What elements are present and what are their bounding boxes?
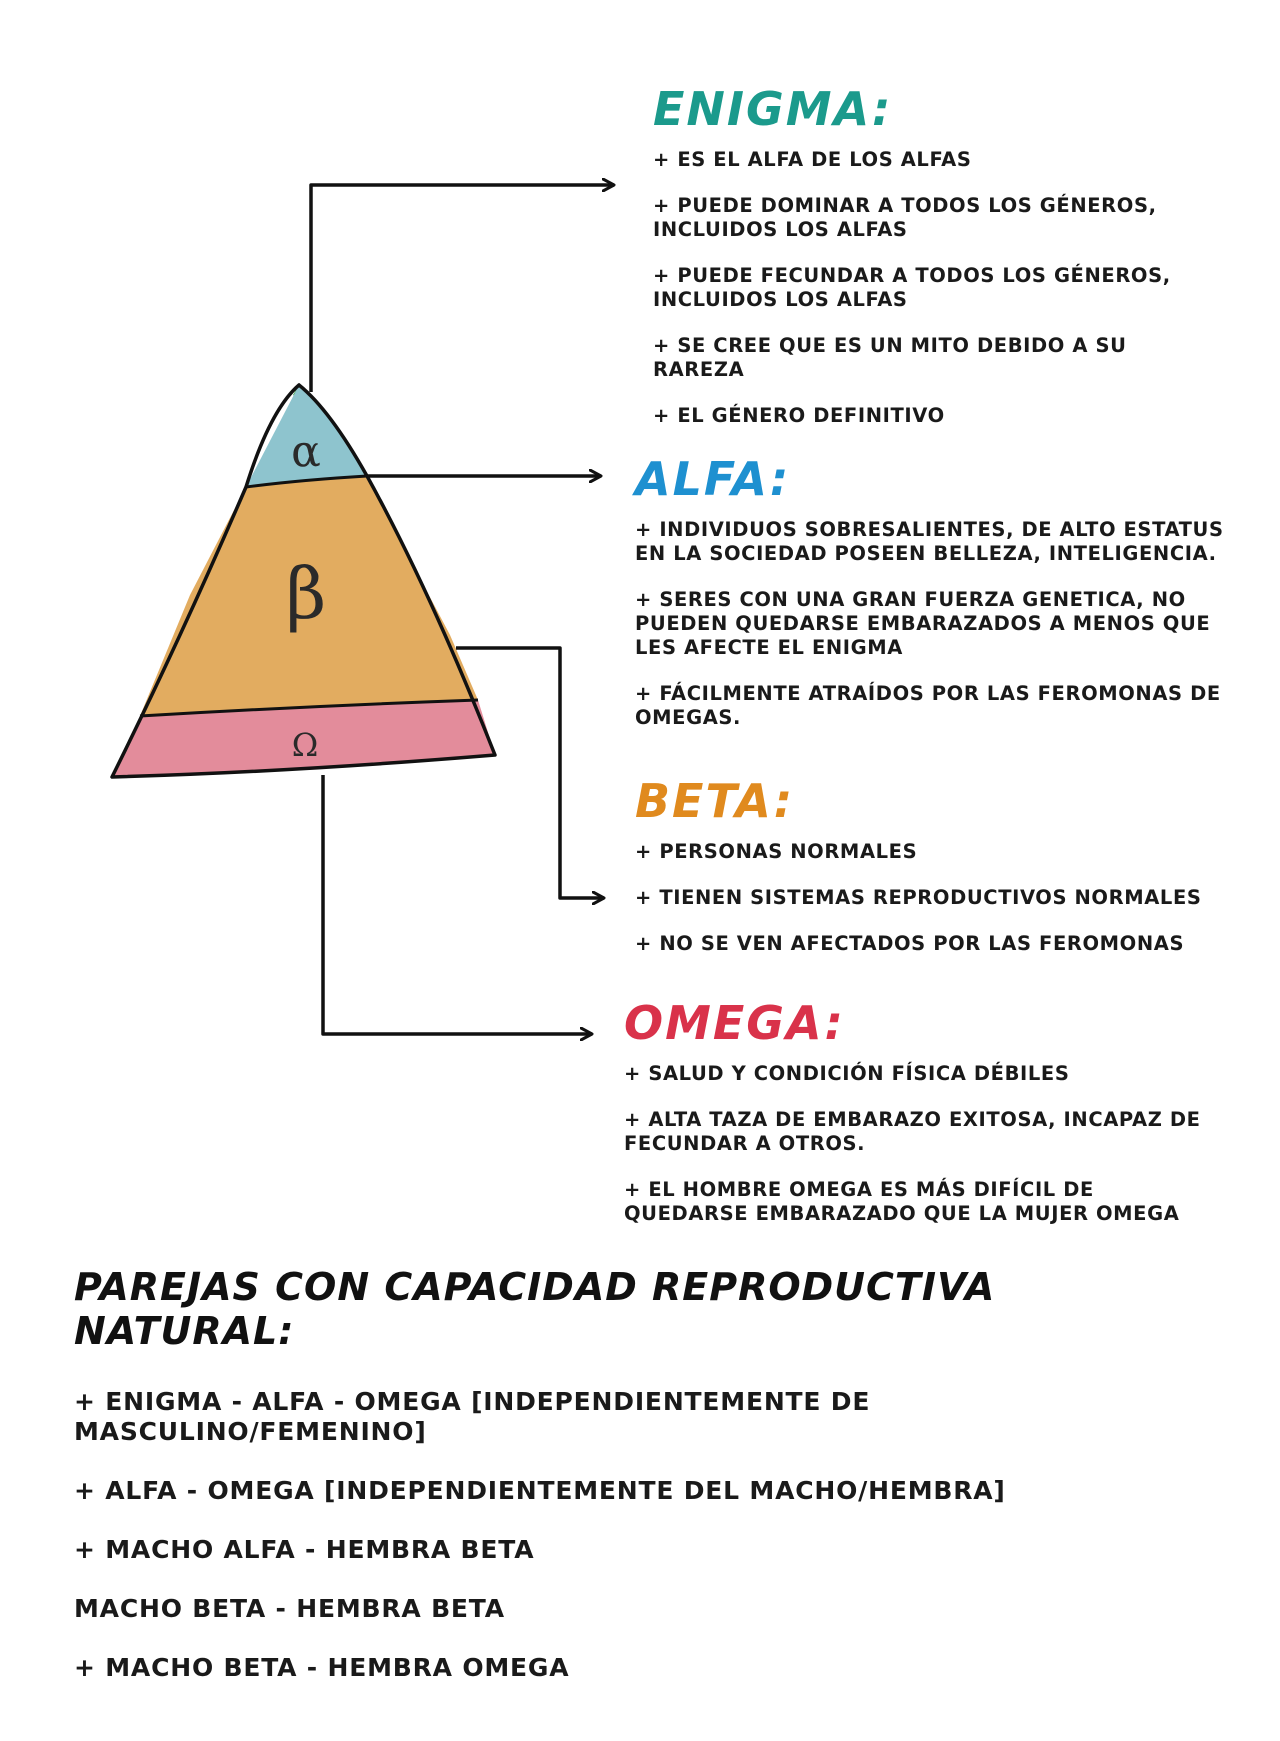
enigma-item: + EL GÉNERO DEFINITIVO bbox=[653, 404, 945, 427]
omega-title: OMEGA: bbox=[624, 996, 845, 1050]
beta-title: BETA: bbox=[635, 774, 795, 828]
pair-item: MACHO BETA - HEMBRA BETA bbox=[74, 1594, 505, 1623]
pairs-title: PAREJAS CON CAPACIDAD REPRODUCTIVA NATURAL: bbox=[74, 1265, 996, 1353]
connector-enigma bbox=[311, 185, 614, 392]
alfa-title: ALFA: bbox=[635, 452, 791, 506]
pair-item: + ENIGMA - ALFA - OMEGA [INDEPENDIENTEMENTE DE MASCULINO/FEMENINO] bbox=[74, 1387, 871, 1446]
pair-item: + MACHO ALFA - HEMBRA BETA bbox=[74, 1535, 535, 1564]
omega-symbol: Ω bbox=[291, 726, 319, 764]
pair-item: + MACHO BETA - HEMBRA OMEGA bbox=[74, 1653, 570, 1682]
connector-beta bbox=[456, 648, 604, 898]
omega-item: + SALUD Y CONDICIÓN FÍSICA DÉBILES bbox=[624, 1062, 1070, 1085]
section-alfa bbox=[635, 452, 1225, 752]
enigma-item: + SE CREE QUE ES UN MITO DEBIDO A SU RAREZA bbox=[653, 334, 1127, 381]
section-enigma bbox=[653, 82, 1223, 450]
enigma-title: ENIGMA: bbox=[653, 82, 893, 136]
alfa-item: + FÁCILMENTE ATRAÍDOS POR LAS FEROMONAS DE OMEGAS. bbox=[635, 682, 1221, 729]
enigma-item: + PUEDE DOMINAR A TODOS LOS GÉNEROS, INCLUIDOS LOS ALFAS bbox=[653, 194, 1157, 241]
pair-item: + ALFA - OMEGA [INDEPENDIENTEMENTE DEL MACHO/HEMBRA] bbox=[74, 1476, 1006, 1505]
section-pairs bbox=[74, 1265, 1224, 1712]
beta-item: + PERSONAS NORMALES bbox=[635, 840, 918, 863]
alfa-item: + SERES CON UNA GRAN FUERZA GENETICA, NO PUEDEN QUEDARSE EMBARAZADOS A MENOS QUE LES AFECTE EL ENIGMA bbox=[635, 588, 1211, 659]
enigma-item: + PUEDE FECUNDAR A TODOS LOS GÉNEROS, INCLUIDOS LOS ALFAS bbox=[653, 264, 1171, 311]
omega-item: + EL HOMBRE OMEGA ES MÁS DIFÍCIL DE QUEDARSE EMBARAZADO QUE LA MUJER OMEGA bbox=[624, 1178, 1180, 1225]
enigma-item: + ES EL ALFA DE LOS ALFAS bbox=[653, 148, 972, 171]
alpha-symbol: α bbox=[291, 426, 321, 477]
alfa-item: + INDIVIDUOS SOBRESALIENTES, DE ALTO ESTATUS EN LA SOCIEDAD POSEEN BELLEZA, INTELIGENCIA. bbox=[635, 518, 1224, 565]
beta-symbol: β bbox=[285, 553, 327, 635]
connector-omega bbox=[323, 775, 592, 1034]
section-beta bbox=[635, 774, 1225, 978]
beta-item: + NO SE VEN AFECTADOS POR LAS FEROMONAS bbox=[635, 932, 1185, 955]
section-omega bbox=[624, 996, 1224, 1248]
beta-item: + TIENEN SISTEMAS REPRODUCTIVOS NORMALES bbox=[635, 886, 1202, 909]
omega-item: + ALTA TAZA DE EMBARAZO EXITOSA, INCAPAZ DE FECUNDAR A OTROS. bbox=[624, 1108, 1201, 1155]
